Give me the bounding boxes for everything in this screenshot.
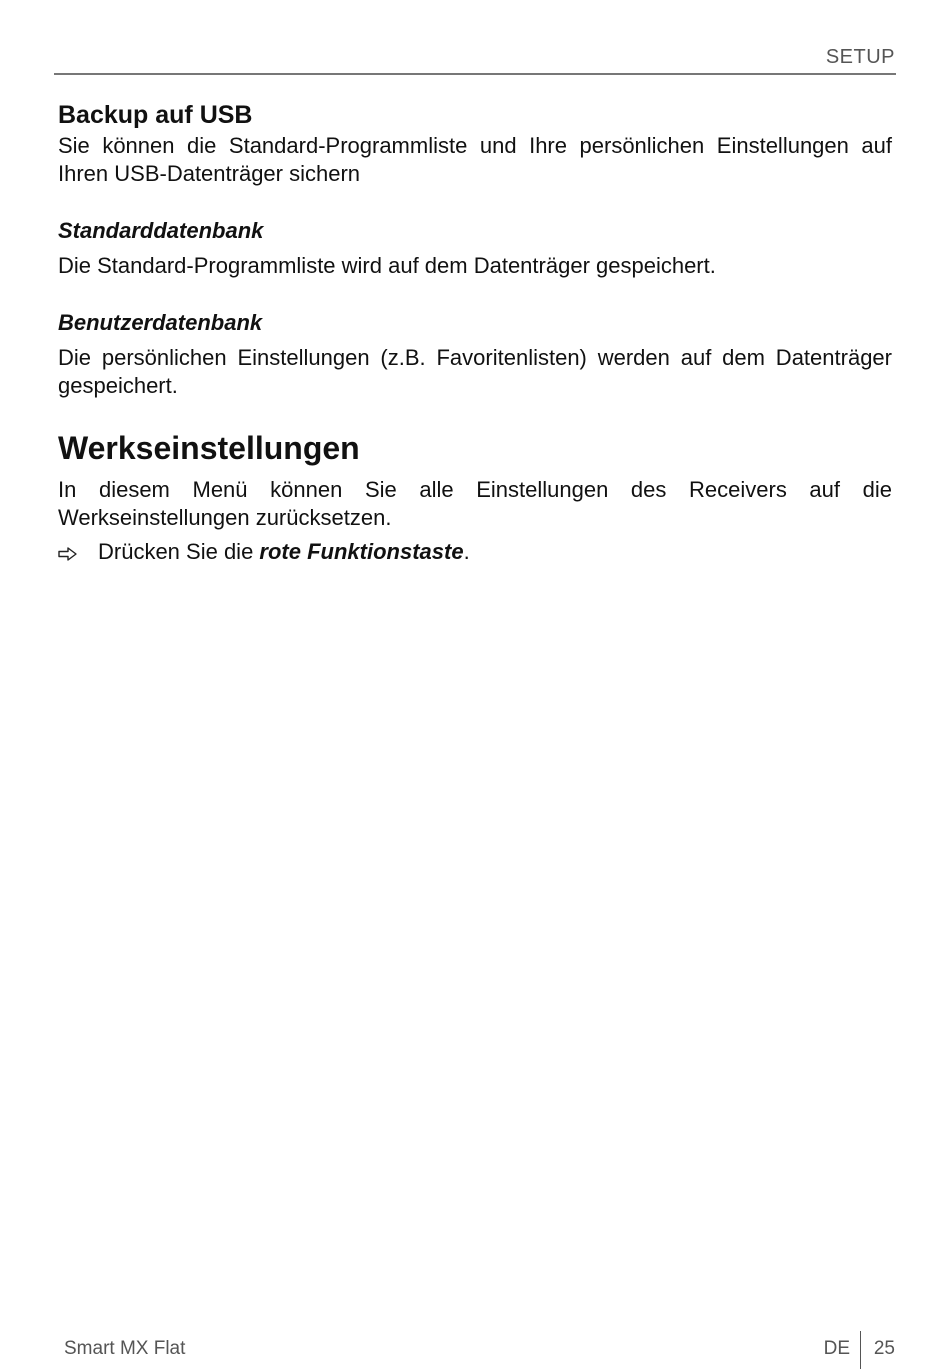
user-db-text: Die persönlichen Einstellungen (z.B. Favoritenlisten) werden auf dem Datenträger gespeichert. <box>58 345 892 398</box>
page-number: 25 <box>873 1338 895 1359</box>
red-function-key-label: rote Funktionstaste <box>259 539 464 564</box>
running-header: SETUP <box>825 46 895 68</box>
header-rule <box>54 73 896 75</box>
instruction-text <box>98 538 470 566</box>
standard-db-text: Die Standard-Programmliste wird auf dem Datenträger gespeichert. <box>58 253 716 278</box>
page-content <box>58 98 892 566</box>
arrow-right-icon <box>58 545 98 559</box>
instruction-prefix: Drücken Sie die <box>98 539 260 564</box>
factory-text: In diesem Menü können Sie alle Einstellungen des Receivers auf die Werkseinstellungen zurücksetzen. <box>58 477 892 530</box>
backup-heading: Backup auf USB <box>58 101 253 129</box>
instruction-item <box>58 538 892 566</box>
user-db-heading: Benutzerdatenbank <box>58 310 263 335</box>
footer-language: DE <box>823 1338 850 1359</box>
factory-heading: Werkseinstellungen <box>58 430 360 466</box>
footer-product: Smart MX Flat <box>64 1338 186 1359</box>
instruction-suffix: . <box>463 539 470 564</box>
backup-intro: Sie können die Standard-Programmliste und Ihre persönlichen Einstellungen auf Ihren USB-Datenträger sichern <box>58 133 892 186</box>
standard-db-heading: Standarddatenbank <box>58 218 264 243</box>
footer-divider <box>860 1331 861 1369</box>
